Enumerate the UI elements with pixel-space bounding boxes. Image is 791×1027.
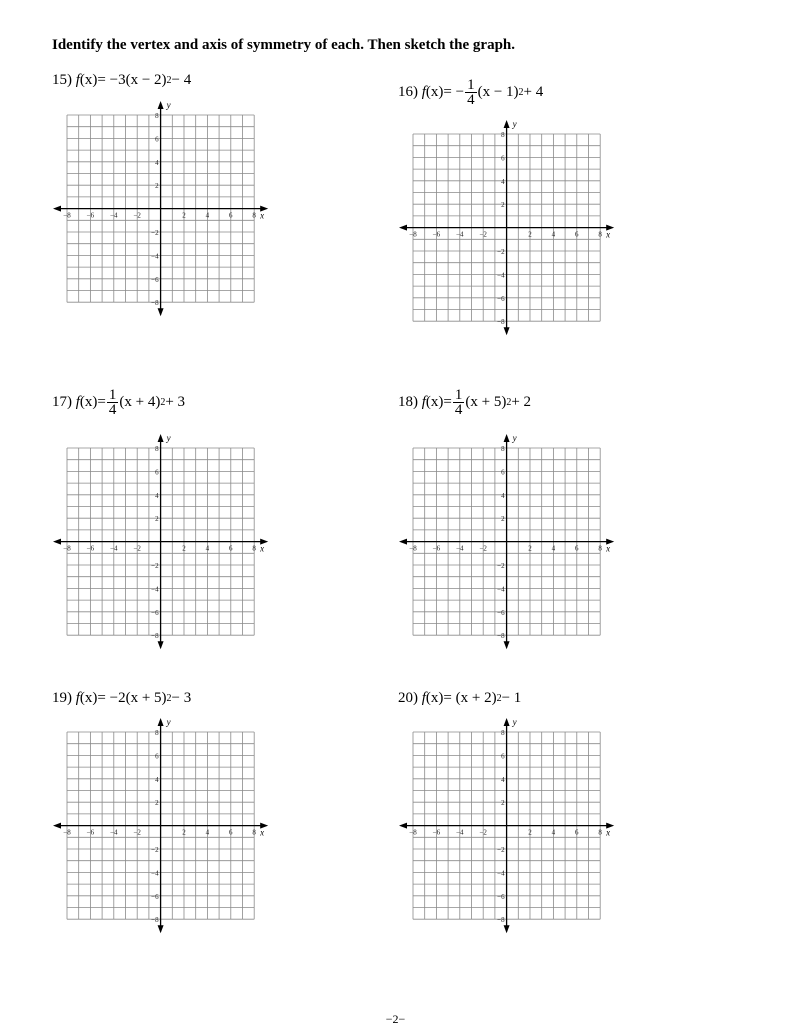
- y-tick-label: 8: [501, 728, 505, 737]
- y-axis-label: y: [166, 432, 171, 443]
- equation-part: =: [97, 394, 106, 410]
- equation-part: = (x + 2): [443, 690, 497, 706]
- y-tick-label: −2: [497, 845, 505, 854]
- function-name: f: [421, 84, 426, 100]
- y-axis-down-arrow-icon: [158, 641, 164, 649]
- y-tick-label: 4: [501, 177, 505, 186]
- x-tick-label: −8: [409, 230, 417, 239]
- y-tick-label: −2: [151, 228, 159, 237]
- y-axis-label: y: [166, 99, 171, 110]
- x-tick-label: −2: [133, 544, 141, 553]
- y-tick-label: −2: [151, 845, 159, 854]
- x-tick-label: 4: [551, 230, 556, 239]
- y-tick-label: 2: [155, 799, 159, 808]
- fraction-denominator: 4: [108, 402, 117, 418]
- x-tick-label: 6: [575, 544, 579, 553]
- x-tick-label: 8: [598, 828, 602, 837]
- x-axis-left-arrow-icon: [53, 823, 61, 829]
- y-tick-label: 6: [501, 468, 505, 477]
- y-tick-label: 4: [155, 775, 159, 784]
- problem-number: 16): [398, 84, 418, 100]
- x-tick-label: −8: [63, 211, 71, 220]
- x-tick-label: 8: [598, 544, 602, 553]
- equation-part: + 2: [511, 394, 532, 410]
- x-tick-label: 8: [252, 211, 256, 220]
- x-axis-left-arrow-icon: [399, 539, 407, 545]
- x-tick-label: −8: [409, 544, 417, 553]
- x-tick-label: 6: [229, 544, 233, 553]
- equation-part: (x + 5): [465, 394, 507, 410]
- coordinate-grid[interactable]: [51, 432, 270, 651]
- x-axis-left-arrow-icon: [53, 539, 61, 545]
- equation-part: (x − 1): [477, 84, 519, 100]
- y-axis-down-arrow-icon: [158, 308, 164, 316]
- equation-part: = −: [443, 84, 465, 100]
- y-tick-label: 6: [155, 135, 159, 144]
- y-tick-label: 4: [155, 158, 159, 167]
- y-tick-label: −2: [497, 247, 505, 256]
- y-tick-label: −6: [497, 892, 505, 901]
- x-tick-label: −6: [432, 544, 441, 553]
- problem-label: 17) f (x) = $\frac{1}{4}$ (x + 4) 2 + 3: [52, 387, 186, 418]
- y-axis-label: y: [512, 432, 517, 443]
- fraction: [465, 78, 477, 107]
- x-axis-left-arrow-icon: [53, 206, 61, 212]
- problem-label: 19) f (x) = −2(x + 5) 2 − 3: [52, 690, 192, 706]
- x-tick-label: −4: [110, 211, 118, 220]
- fraction-denominator: 4: [454, 402, 463, 418]
- equation-part: = −3(x − 2): [97, 72, 167, 88]
- coordinate-grid[interactable]: [397, 118, 616, 337]
- fraction-denominator: 4: [467, 92, 475, 108]
- y-tick-label: 2: [155, 515, 159, 524]
- x-tick-label: 4: [205, 544, 210, 553]
- function-name: f: [75, 690, 80, 706]
- y-axis-label: y: [512, 716, 517, 727]
- x-tick-label: −6: [432, 828, 441, 837]
- y-axis-down-arrow-icon: [504, 641, 510, 649]
- x-tick-label: 4: [205, 211, 210, 220]
- coordinate-grid[interactable]: [397, 716, 616, 935]
- problem-label: 20) f (x) = (x + 2) 2 − 1: [398, 690, 522, 706]
- x-tick-label: 6: [575, 230, 579, 239]
- coordinate-grid[interactable]: [51, 99, 270, 318]
- problem-number: 19): [52, 690, 72, 706]
- function-argument: (x): [79, 690, 98, 706]
- equation-part: + 4: [523, 84, 544, 100]
- y-axis-label: y: [166, 716, 171, 727]
- x-tick-label: −4: [110, 544, 118, 553]
- fraction: [453, 388, 465, 417]
- y-tick-label: 8: [501, 444, 505, 453]
- x-axis-label: x: [606, 229, 611, 240]
- instructions-heading: Identify the vertex and axis of symmetry of each. Then sketch the graph.: [52, 37, 516, 53]
- x-tick-label: 2: [528, 828, 532, 837]
- x-axis-label: x: [606, 543, 611, 554]
- x-tick-label: 8: [252, 544, 256, 553]
- y-axis-up-arrow-icon: [504, 434, 510, 442]
- y-tick-label: 8: [155, 444, 159, 453]
- x-tick-label: −4: [110, 828, 118, 837]
- x-axis-label: x: [260, 543, 265, 554]
- y-axis-up-arrow-icon: [158, 101, 164, 109]
- problem-number: 15): [52, 72, 72, 88]
- function-argument: (x): [79, 394, 98, 410]
- page-number: −2−: [385, 1012, 406, 1026]
- problem-number: 17): [52, 394, 72, 410]
- y-axis-down-arrow-icon: [158, 925, 164, 933]
- x-axis-left-arrow-icon: [399, 823, 407, 829]
- y-tick-label: 8: [155, 728, 159, 737]
- x-tick-label: −8: [63, 828, 71, 837]
- x-tick-label: 2: [528, 544, 532, 553]
- fraction-numerator: 1: [467, 77, 475, 93]
- y-axis-up-arrow-icon: [158, 718, 164, 726]
- y-tick-label: 2: [501, 515, 505, 524]
- fraction-numerator: 1: [454, 387, 463, 403]
- y-tick-label: −4: [151, 869, 159, 878]
- x-tick-label: −2: [133, 211, 141, 220]
- y-tick-label: 6: [501, 752, 505, 761]
- problem-label: 18) f (x) = $\frac{1}{4}$ (x + 5) 2 + 2: [398, 387, 532, 418]
- y-tick-label: −8: [151, 916, 159, 925]
- x-tick-label: −2: [479, 828, 487, 837]
- x-tick-label: −8: [409, 828, 417, 837]
- x-tick-label: −2: [479, 230, 487, 239]
- x-tick-label: 4: [551, 828, 556, 837]
- y-tick-label: −6: [151, 275, 159, 284]
- y-tick-label: −4: [497, 869, 505, 878]
- y-axis-up-arrow-icon: [504, 120, 510, 128]
- fraction: [107, 388, 119, 417]
- y-tick-label: −6: [151, 608, 159, 617]
- x-tick-label: −4: [456, 544, 464, 553]
- y-tick-label: −6: [497, 608, 505, 617]
- equation-part: − 4: [171, 72, 192, 88]
- x-tick-label: 2: [528, 230, 532, 239]
- y-tick-label: −8: [497, 632, 505, 641]
- x-tick-label: −2: [479, 544, 487, 553]
- y-tick-label: −4: [497, 271, 505, 280]
- y-tick-label: 4: [155, 491, 159, 500]
- y-tick-label: −8: [497, 318, 505, 327]
- y-tick-label: −4: [497, 585, 505, 594]
- function-argument: (x): [425, 394, 444, 410]
- y-tick-label: −8: [497, 916, 505, 925]
- y-tick-label: 8: [155, 111, 159, 120]
- y-tick-label: 2: [501, 201, 505, 210]
- y-axis-down-arrow-icon: [504, 925, 510, 933]
- equation-part: (x + 4): [119, 394, 161, 410]
- y-tick-label: −8: [151, 632, 159, 641]
- x-axis-left-arrow-icon: [399, 225, 407, 231]
- y-tick-label: 6: [155, 752, 159, 761]
- y-tick-label: 6: [155, 468, 159, 477]
- function-name: f: [421, 394, 426, 410]
- fraction-numerator: 1: [108, 387, 117, 403]
- function-name: f: [75, 72, 80, 88]
- equation-part: = −2(x + 5): [97, 690, 167, 706]
- x-tick-label: −2: [133, 828, 141, 837]
- y-tick-label: −2: [497, 561, 505, 570]
- x-tick-label: −6: [432, 230, 441, 239]
- x-tick-label: 2: [182, 828, 186, 837]
- equation-part: − 1: [501, 690, 522, 706]
- y-tick-label: 4: [501, 775, 505, 784]
- x-tick-label: 2: [182, 211, 186, 220]
- function-name: f: [421, 690, 426, 706]
- x-axis-label: x: [606, 827, 611, 838]
- problem-label: 16) f (x) = − $\frac{1}{4}$ (x − 1) 2 + 4: [398, 77, 544, 108]
- y-axis-label: y: [512, 118, 517, 129]
- y-tick-label: 6: [501, 154, 505, 163]
- y-tick-label: 8: [501, 130, 505, 139]
- equation-part: =: [443, 394, 452, 410]
- y-tick-label: −2: [151, 561, 159, 570]
- y-tick-label: 2: [155, 182, 159, 191]
- x-tick-label: 2: [182, 544, 186, 553]
- y-axis-up-arrow-icon: [504, 718, 510, 726]
- x-tick-label: 8: [598, 230, 602, 239]
- x-tick-label: 4: [551, 544, 556, 553]
- x-tick-label: 6: [575, 828, 579, 837]
- y-tick-label: −4: [151, 585, 159, 594]
- x-axis-label: x: [260, 827, 265, 838]
- x-tick-label: −4: [456, 828, 464, 837]
- y-axis-down-arrow-icon: [504, 327, 510, 335]
- x-tick-label: −6: [86, 544, 95, 553]
- y-tick-label: −4: [151, 252, 159, 261]
- x-tick-label: 4: [205, 828, 210, 837]
- x-tick-label: −8: [63, 544, 71, 553]
- x-tick-label: −6: [86, 211, 95, 220]
- function-name: f: [75, 394, 80, 410]
- coordinate-grid[interactable]: [397, 432, 616, 651]
- x-tick-label: 6: [229, 828, 233, 837]
- x-tick-label: −4: [456, 230, 464, 239]
- equation-part: + 3: [165, 394, 186, 410]
- y-tick-label: −6: [497, 294, 505, 303]
- problem-number: 18): [398, 394, 418, 410]
- coordinate-grid[interactable]: [51, 716, 270, 935]
- function-argument: (x): [79, 72, 98, 88]
- equation-part: − 3: [171, 690, 192, 706]
- x-axis-label: x: [260, 210, 265, 221]
- y-tick-label: 4: [501, 491, 505, 500]
- problem-label: 15) f (x) = −3(x − 2) 2 − 4: [52, 72, 192, 88]
- x-tick-label: −6: [86, 828, 95, 837]
- y-axis-up-arrow-icon: [158, 434, 164, 442]
- y-tick-label: 2: [501, 799, 505, 808]
- y-tick-label: −6: [151, 892, 159, 901]
- function-argument: (x): [425, 690, 444, 706]
- x-tick-label: 6: [229, 211, 233, 220]
- function-argument: (x): [425, 84, 444, 100]
- y-tick-label: −8: [151, 299, 159, 308]
- problem-number: 20): [398, 690, 418, 706]
- x-tick-label: 8: [252, 828, 256, 837]
